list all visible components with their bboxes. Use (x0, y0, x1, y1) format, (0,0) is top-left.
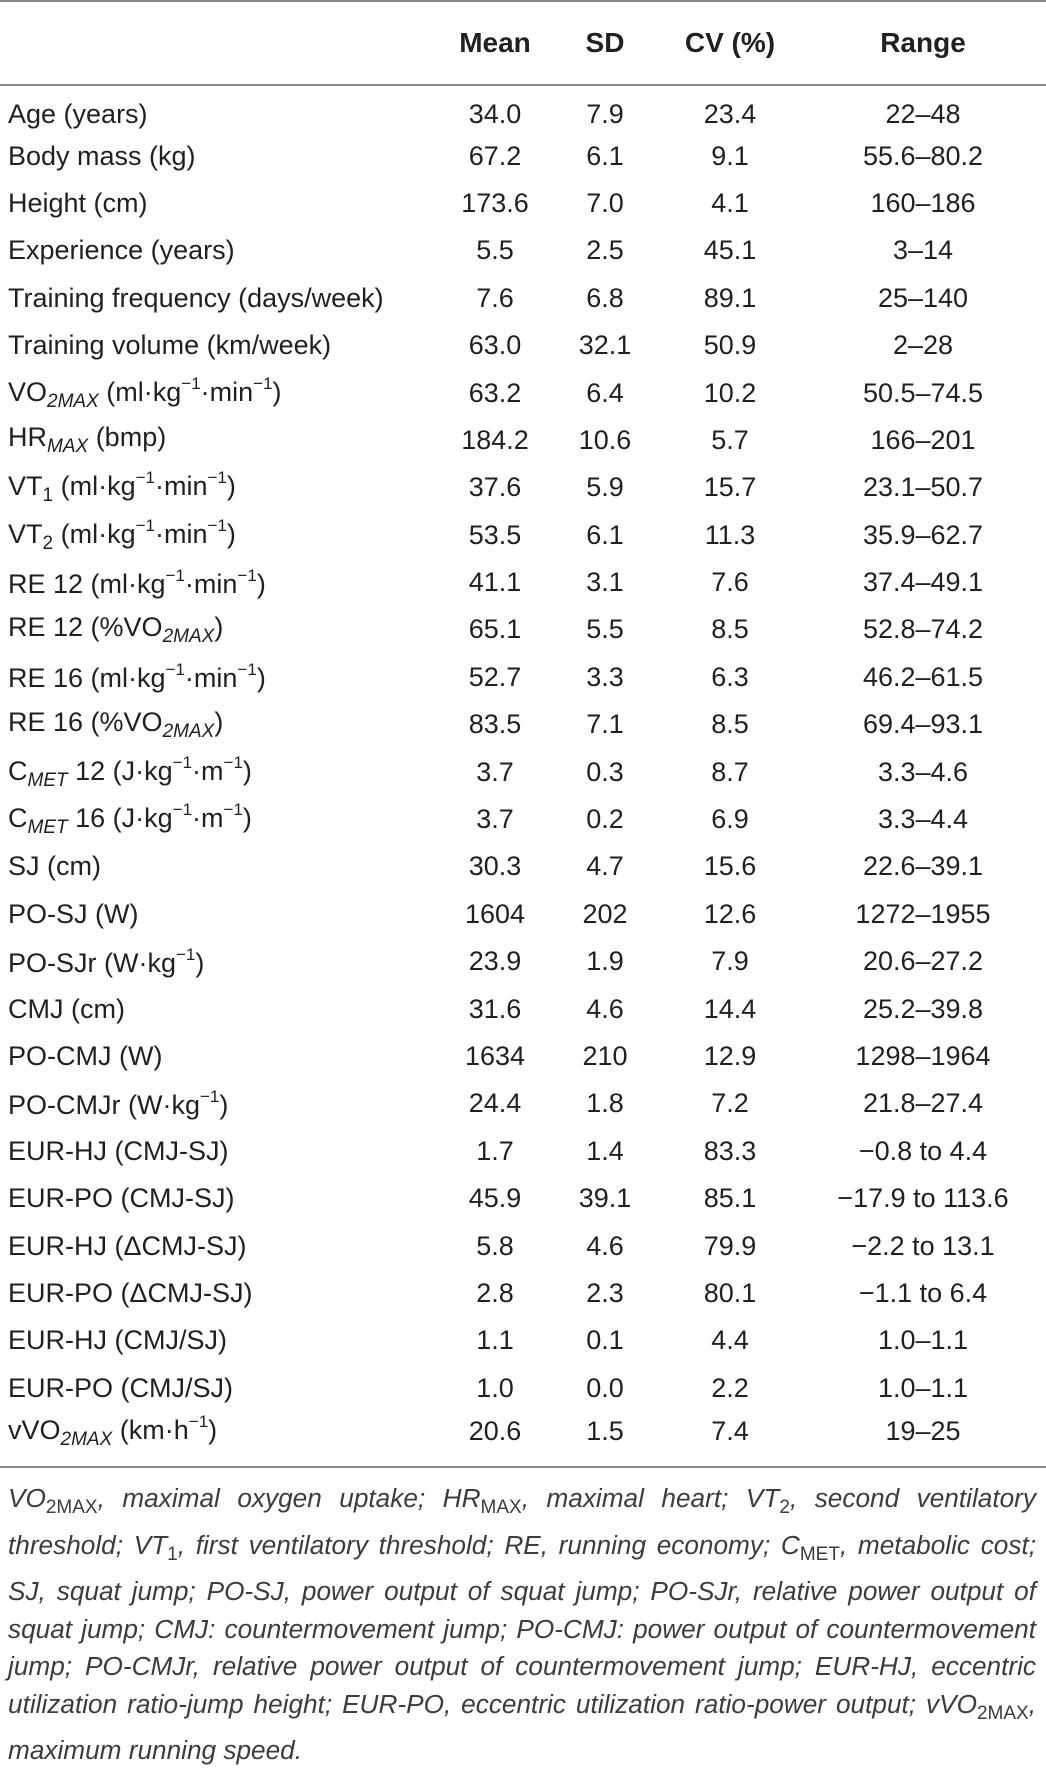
cell-sd: 1.9 (586, 946, 624, 977)
cell-range: −0.8 to 4.4 (858, 1135, 988, 1166)
cell-sd: 3.3 (586, 661, 624, 692)
footnote-text: , first ventilatory threshold; RE, running economy; C (177, 1529, 800, 1560)
cell-range: −1.1 to 6.4 (858, 1277, 988, 1308)
row-label (0, 938, 440, 985)
footnote-subscript: MET (799, 1543, 840, 1565)
cell-mean: 173.6 (461, 187, 529, 218)
label-superscript: −1 (135, 468, 155, 488)
cell-cv: 14.4 (703, 993, 757, 1024)
cell-mean: 1604 (464, 898, 526, 929)
cell-range: 1.0–1.1 (877, 1325, 969, 1356)
cell-sd: 6.1 (586, 519, 624, 550)
row-label: EUR-PO (CMJ/SJ) (8, 1372, 233, 1403)
cell-cv: 79.9 (703, 1230, 757, 1261)
label-superscript: −1 (172, 752, 193, 772)
footnote-subscript: 1 (167, 1543, 178, 1565)
table-row (0, 322, 1046, 369)
cell-sd: 32.1 (578, 330, 632, 361)
table-row (0, 369, 1046, 416)
table-row (0, 1080, 1046, 1127)
row-label: EUR-PO (ΔCMJ-SJ) (8, 1277, 253, 1308)
label-text: (ml·kg (98, 376, 182, 407)
label-text: C (8, 755, 28, 786)
cell-cv: 7.2 (711, 1088, 749, 1119)
cell-mean: 45.9 (468, 1183, 522, 1214)
table-row (0, 559, 1046, 606)
footnote-text: , metabolic cost; SJ, squat jump; PO-SJ, power output of squat jump; PO-SJr, relative power output of squat jump; CMJ: countermovement jump; PO-CMJ: power output of countermovement jump; PO-CMJr, relative power output of countermovement jump; EUR-HJ, eccentric utilization ratio-jump height; EUR-PO, eccentric utilization ratio-power output; vVO (8, 1529, 1037, 1719)
label-text: PO-CMJr (W·kg (8, 1089, 200, 1120)
cell-mean: 5.5 (476, 235, 514, 266)
label-text: PO-SJr (W·kg (8, 947, 176, 978)
row-label (0, 606, 440, 653)
label-superscript: −1 (237, 565, 257, 585)
table-row (0, 606, 1046, 653)
cell-range: 1298–1964 (855, 1041, 991, 1071)
cell-sd: 0.0 (586, 1372, 624, 1403)
label-text: (ml·kg (53, 518, 136, 549)
label-text: ) (219, 1089, 229, 1120)
label-text: ·m (192, 803, 224, 834)
row-label (0, 1412, 440, 1459)
label-text: ) (226, 518, 236, 549)
table-row (0, 464, 1046, 511)
cell-cv: 2.2 (711, 1372, 749, 1403)
label-text: RE 12 (%VO (8, 611, 163, 642)
label-superscript: −1 (172, 800, 193, 820)
cell-mean: 34.0 (468, 98, 522, 129)
table-row (0, 1270, 1046, 1317)
cell-cv: 15.6 (703, 851, 757, 882)
row-label (0, 369, 440, 416)
row-label: SJ (cm) (8, 851, 101, 882)
table-row (0, 227, 1046, 274)
label-superscript: −1 (199, 1086, 220, 1106)
table-row (0, 180, 1046, 227)
label-text: RE 16 (ml·kg (8, 663, 166, 694)
label-text: ) (195, 947, 205, 978)
cell-sd: 1.8 (586, 1088, 624, 1119)
footnote-text: , second ventilatory threshold; VT (8, 1483, 1036, 1560)
cell-sd: 202 (582, 898, 628, 929)
cell-range: 21.8–27.4 (862, 1088, 984, 1119)
cell-cv: 4.1 (711, 187, 749, 218)
cell-mean: 52.7 (468, 661, 522, 692)
cell-sd: 5.9 (586, 472, 624, 503)
table-row (0, 748, 1046, 795)
cell-sd: 7.1 (586, 709, 624, 740)
cell-mean: 53.5 (468, 519, 522, 550)
label-text: ) (272, 376, 282, 407)
cell-cv: 4.4 (711, 1325, 749, 1356)
table-row (0, 1222, 1046, 1269)
cell-sd: 39.1 (578, 1183, 632, 1214)
label-superscript: −1 (165, 565, 185, 585)
table-row (0, 843, 1046, 890)
label-subscript: 2 (42, 532, 54, 554)
row-label: EUR-HJ (CMJ/SJ) (8, 1325, 227, 1356)
cell-cv: 85.1 (703, 1183, 757, 1214)
label-subscript: 2MAX (162, 625, 215, 647)
cell-mean: 31.6 (468, 993, 522, 1024)
label-superscript: −1 (223, 800, 243, 820)
row-label: Height (cm) (8, 187, 148, 218)
footnote-subscript: 2 (779, 1497, 790, 1518)
label-text: VT (8, 471, 43, 502)
cell-range: 166–201 (870, 424, 976, 455)
label-text: ·m (192, 755, 224, 786)
table-header-row (0, 1, 1046, 85)
label-text: ·min (200, 376, 254, 407)
label-superscript: −1 (165, 660, 185, 680)
label-subscript: MET (27, 769, 68, 791)
cell-cv: 80.1 (703, 1277, 757, 1308)
cell-sd: 0.1 (586, 1325, 624, 1356)
label-text: ) (208, 1415, 218, 1446)
cell-cv: 50.9 (703, 330, 757, 361)
cell-cv: 83.3 (703, 1135, 757, 1166)
row-label: Body mass (kg) (8, 140, 196, 171)
label-superscript: −1 (181, 373, 201, 393)
table-row (0, 512, 1046, 559)
row-label (0, 512, 440, 559)
cell-range: 23.1–50.7 (862, 472, 984, 503)
cell-mean: 83.5 (468, 709, 522, 740)
cell-sd: 4.6 (586, 1230, 624, 1261)
cell-mean: 20.6 (468, 1416, 522, 1447)
cell-sd: 2.5 (586, 235, 624, 266)
label-text: 16 (J·kg (67, 803, 173, 834)
header-sd: SD (550, 1, 660, 85)
cell-cv: 8.7 (711, 756, 749, 787)
row-label (0, 701, 440, 748)
cell-range: 3.3–4.4 (877, 804, 969, 835)
cell-range: 160–186 (870, 187, 976, 218)
footnote-subscript: 2MAX (45, 1497, 98, 1518)
cell-cv: 12.9 (703, 1041, 757, 1071)
header-range: Range (800, 1, 1046, 85)
cell-cv: 45.1 (703, 235, 757, 266)
label-text: ·min (184, 663, 238, 694)
cell-sd: 6.8 (586, 282, 624, 313)
cell-cv: 6.9 (711, 804, 749, 835)
footnote-text: , maximum running speed. (8, 1688, 1036, 1765)
label-text: ·min (154, 471, 208, 502)
cell-cv: 7.6 (711, 567, 749, 598)
cell-mean: 3.7 (476, 804, 514, 835)
cell-range: 3–14 (892, 235, 954, 266)
label-superscript: −1 (176, 944, 196, 964)
cell-mean: 24.4 (468, 1088, 522, 1119)
cell-range: 52.8–74.2 (862, 614, 984, 645)
table-body (0, 85, 1046, 1459)
cell-cv: 15.7 (703, 472, 757, 503)
row-label: EUR-PO (CMJ-SJ) (8, 1183, 235, 1214)
row-label (0, 796, 440, 843)
cell-range: 25–140 (877, 282, 969, 313)
row-label (0, 1080, 440, 1127)
cell-mean: 1.7 (476, 1135, 514, 1166)
cell-sd: 2.3 (586, 1277, 624, 1308)
table-row (0, 417, 1046, 464)
cell-range: 2–28 (892, 330, 954, 361)
cell-mean: 23.9 (468, 946, 522, 977)
cell-mean: 2.8 (476, 1277, 514, 1308)
cell-sd: 1.5 (586, 1416, 624, 1447)
table-row (0, 796, 1046, 843)
cell-range: 37.4–49.1 (862, 567, 984, 598)
table-row (0, 275, 1046, 322)
label-text: ·min (184, 568, 238, 599)
table-row (0, 1175, 1046, 1222)
row-label (0, 417, 440, 464)
table-footnote (8, 1480, 1036, 1770)
label-subscript: 1 (42, 485, 54, 507)
label-subscript: 2MAX (60, 1429, 113, 1451)
label-superscript: −1 (207, 515, 227, 535)
cell-sd: 5.5 (586, 614, 624, 645)
label-text: 12 (J·kg (67, 755, 173, 786)
cell-mean: 3.7 (476, 756, 514, 787)
label-text: HR (8, 422, 47, 453)
label-text: ) (242, 755, 252, 786)
cell-sd: 1.4 (586, 1135, 624, 1166)
row-label: PO-SJ (W) (8, 898, 139, 929)
cell-range: 3.3–4.6 (877, 756, 969, 787)
row-label: EUR-HJ (ΔCMJ-SJ) (8, 1230, 247, 1261)
label-text: (ml·kg (53, 471, 136, 502)
cell-sd: 6.1 (586, 140, 624, 171)
label-subscript: MET (27, 817, 68, 839)
cell-mean: 7.6 (476, 282, 514, 313)
label-text: ) (242, 803, 252, 834)
cell-mean: 30.3 (468, 851, 522, 882)
footnote-text: , maximal oxygen uptake; HR (97, 1483, 481, 1513)
label-superscript: −1 (223, 752, 243, 772)
cell-sd: 210 (582, 1041, 628, 1071)
header-cv: CV (%) (660, 1, 800, 85)
label-text: VO (8, 376, 48, 407)
table-row (0, 1365, 1046, 1412)
row-label (0, 748, 440, 795)
cell-cv: 6.3 (711, 661, 749, 692)
label-text: (bmp) (88, 422, 167, 453)
table-row (0, 1317, 1046, 1364)
cell-range: 22.6–39.1 (862, 851, 984, 882)
row-label: PO-CMJ (W) (8, 1041, 163, 1071)
label-superscript: −1 (188, 1412, 209, 1432)
label-text: ) (226, 471, 236, 502)
table-row (0, 1033, 1046, 1080)
cell-range: −17.9 to 113.6 (837, 1183, 1009, 1214)
label-superscript: −1 (253, 373, 273, 393)
table-row (0, 132, 1046, 179)
label-text: ·min (154, 518, 208, 549)
row-label: CMJ (cm) (8, 993, 125, 1024)
footnote-subscript: MAX (480, 1497, 522, 1518)
cell-sd: 4.7 (586, 851, 624, 882)
label-subscript: MAX (47, 436, 89, 458)
row-label (0, 464, 440, 511)
footnote-divider (0, 1466, 1046, 1468)
cell-mean: 63.2 (468, 377, 522, 408)
cell-range: 1.0–1.1 (877, 1372, 969, 1403)
cell-sd: 6.4 (586, 377, 624, 408)
cell-sd: 10.6 (578, 424, 632, 455)
cell-range: 1272–1955 (855, 898, 991, 929)
cell-range: 50.5–74.5 (862, 377, 984, 408)
footnote-text: , maximal heart; VT (521, 1483, 780, 1513)
cell-sd: 0.2 (586, 804, 624, 835)
label-text: RE 16 (%VO (8, 706, 163, 737)
cell-cv: 8.5 (711, 614, 749, 645)
header-mean: Mean (440, 1, 550, 85)
label-text: RE 12 (ml·kg (8, 568, 166, 599)
label-superscript: −1 (207, 468, 227, 488)
cell-range: 69.4–93.1 (862, 709, 984, 740)
row-label: Training frequency (days/week) (8, 282, 384, 313)
cell-mean: 41.1 (468, 567, 522, 598)
row-label: Experience (years) (8, 235, 235, 266)
cell-range: 25.2–39.8 (862, 993, 984, 1024)
cell-sd: 4.6 (586, 993, 624, 1024)
label-superscript: −1 (237, 660, 257, 680)
label-text: ) (214, 611, 224, 642)
footnote-subscript: 2MAX (976, 1702, 1029, 1724)
cell-sd: 7.0 (586, 187, 624, 218)
cell-cv: 10.2 (703, 377, 757, 408)
cell-range: −2.2 to 13.1 (851, 1230, 995, 1261)
cell-cv: 7.9 (711, 946, 749, 977)
row-label: Age (years) (8, 98, 148, 129)
cell-cv: 9.1 (711, 140, 749, 171)
cell-mean: 1634 (464, 1041, 526, 1071)
label-superscript: −1 (135, 515, 155, 535)
cell-cv: 7.4 (711, 1416, 749, 1447)
table-row (0, 938, 1046, 985)
table-row (0, 701, 1046, 748)
header-variable (0, 1, 440, 85)
cell-cv: 12.6 (703, 898, 757, 929)
cell-mean: 67.2 (468, 140, 522, 171)
cell-cv: 8.5 (711, 709, 749, 740)
cell-range: 55.6–80.2 (862, 140, 984, 171)
label-text: ) (214, 706, 224, 737)
label-text: vVO (8, 1415, 61, 1446)
cell-mean: 65.1 (468, 614, 522, 645)
footnote-text: VO (8, 1483, 46, 1513)
label-subscript: 2MAX (162, 720, 215, 742)
table-row (0, 654, 1046, 701)
table-row (0, 1412, 1046, 1459)
cell-mean: 63.0 (468, 330, 522, 361)
cell-cv: 89.1 (703, 282, 757, 313)
row-label: EUR-HJ (CMJ-SJ) (8, 1135, 229, 1166)
cell-range: 46.2–61.5 (862, 661, 984, 692)
label-text: C (8, 803, 28, 834)
label-subscript: 2MAX (47, 390, 99, 412)
table-row (0, 891, 1046, 938)
cell-range: 35.9–62.7 (862, 519, 984, 550)
label-text: ) (256, 663, 266, 694)
cell-sd: 0.3 (586, 756, 624, 787)
cell-range: 22–48 (885, 98, 961, 129)
row-label (0, 559, 440, 606)
table-row (0, 1128, 1046, 1175)
label-text: (km·h (112, 1415, 189, 1446)
cell-mean: 1.0 (476, 1372, 514, 1403)
cell-range: 20.6–27.2 (862, 946, 984, 977)
cell-mean: 1.1 (476, 1325, 514, 1356)
label-text: VT (8, 518, 43, 549)
cell-mean: 37.6 (468, 472, 522, 503)
cell-sd: 3.1 (586, 567, 624, 598)
cell-range: 19–25 (885, 1416, 961, 1447)
table-row (0, 85, 1046, 132)
row-label: Training volume (km/week) (8, 330, 332, 361)
cell-mean: 184.2 (461, 424, 529, 455)
label-text: ) (256, 568, 266, 599)
cell-mean: 5.8 (476, 1230, 514, 1261)
table-row (0, 985, 1046, 1032)
cell-cv: 11.3 (704, 519, 756, 550)
cell-cv: 23.4 (703, 98, 757, 129)
cell-cv: 5.7 (711, 424, 749, 455)
row-label (0, 654, 440, 701)
cell-sd: 7.9 (586, 98, 624, 129)
